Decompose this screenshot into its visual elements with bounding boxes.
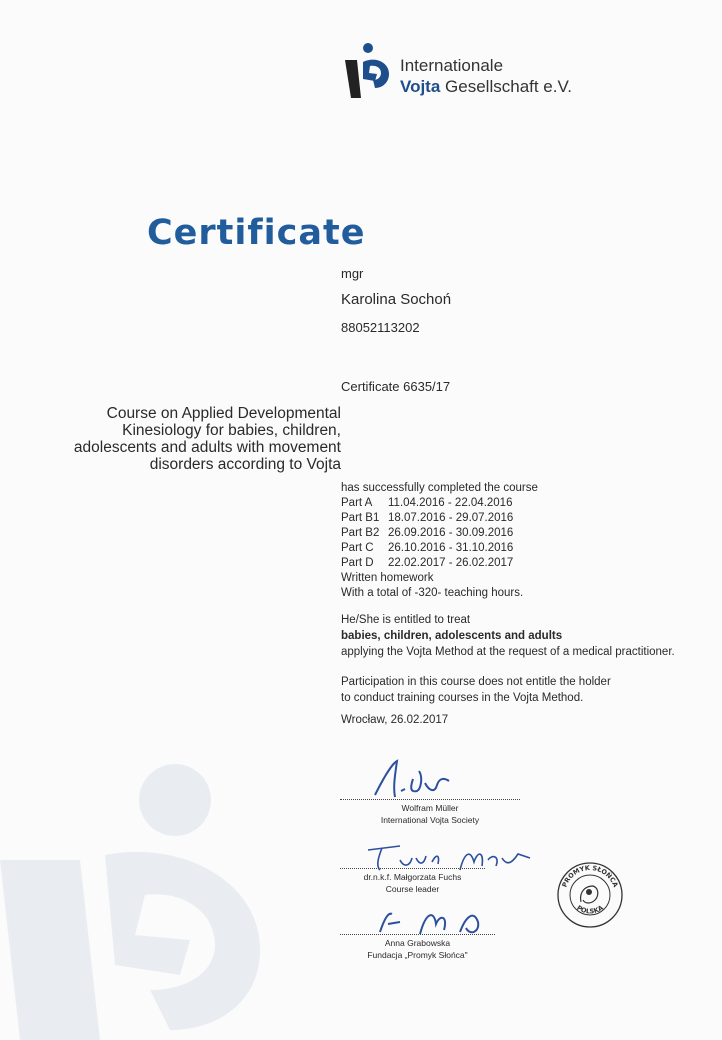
svg-text:PROMYK SŁOŃCA	[560, 864, 619, 889]
part-label: Part A	[341, 497, 373, 509]
signature-line	[340, 799, 520, 800]
signatory-role: International Vojta Society	[380, 815, 480, 825]
part-dates: 11.04.2016 - 22.04.2016	[388, 497, 513, 509]
patient-groups: babies, children, adolescents and adults	[341, 630, 563, 642]
course-line: disorders according to Vojta	[149, 456, 341, 473]
svg-text:POLSKA	[575, 904, 604, 916]
participation-line: Participation in this course does not entitle the holder	[341, 676, 611, 688]
stamp-bottom-text: POLSKA	[575, 903, 605, 916]
part-dates: 18.07.2016 - 29.07.2016	[388, 512, 514, 524]
method-text: applying the Vojta Method at the request of a medical practitioner.	[341, 646, 675, 658]
signatory-role: Fundacja „Promyk Słońca"	[367, 950, 468, 960]
part-dates: 26.10.2016 - 31.10.2016	[388, 542, 514, 554]
promyk-slonca-stamp	[555, 860, 625, 930]
part-dates: 26.09.2016 - 30.09.2016	[388, 527, 514, 539]
total-hours: With a total of -320- teaching hours.	[341, 587, 524, 599]
signature-mueller	[365, 755, 495, 805]
signatory-3	[335, 937, 500, 961]
course-parts	[341, 496, 523, 601]
certificate-title: Certificate	[147, 213, 366, 253]
signatory-name: Anna Grabowska	[384, 938, 451, 948]
certificate-number: Certificate 6635/17	[341, 379, 451, 394]
signature-line	[340, 934, 495, 935]
entitled-text: He/She is entitled to treat	[341, 614, 471, 626]
part-row	[341, 526, 523, 541]
course-line: Course on Applied Developmental	[106, 405, 341, 422]
organization-name	[400, 55, 572, 97]
homework-text: Written homework	[341, 572, 434, 584]
place-date: Wrocław, 26.02.2017	[341, 714, 449, 726]
participation-note	[341, 674, 611, 706]
course-title	[21, 405, 341, 473]
part-dates: 22.02.2017 - 26.02.2017	[388, 557, 514, 569]
signatory-name: Wolfram Müller	[401, 803, 459, 813]
id-number: 88052113202	[341, 320, 420, 335]
org-line-2-rest: Gesellschaft e.V.	[445, 77, 572, 96]
vojta-logo-icon	[343, 42, 395, 104]
watermark-logo	[0, 760, 290, 1040]
recipient-name: Karolina Sochoń	[341, 291, 452, 308]
part-row	[341, 496, 523, 511]
degree: mgr	[341, 266, 364, 281]
entitlement-block	[341, 612, 675, 660]
part-row	[341, 511, 523, 526]
signatory-role: Course leader	[385, 884, 440, 894]
part-row	[341, 541, 523, 556]
course-line: Kinesiology for babies, children,	[122, 422, 341, 439]
part-row	[341, 556, 523, 571]
course-line: adolescents and adults with movement	[73, 439, 341, 456]
signatory-name: dr.n.k.f. Małgorzata Fuchs	[363, 872, 462, 882]
part-label: Part C	[341, 542, 374, 554]
org-line-2-bold: Vojta	[400, 77, 441, 96]
completed-text: has successfully completed the course	[341, 482, 538, 494]
signature-grabowska	[370, 902, 510, 942]
part-label: Part B1	[341, 512, 380, 524]
signatory-1	[340, 802, 520, 826]
org-line-1: Internationale	[400, 56, 504, 75]
org-line-2	[400, 76, 572, 97]
signature-line	[340, 868, 485, 869]
part-label: Part D	[341, 557, 374, 569]
stamp-top-text: PROMYK SŁOŃCA	[560, 863, 620, 889]
signatory-2	[330, 871, 495, 895]
part-label: Part B2	[341, 527, 380, 539]
participation-line: to conduct training courses in the Vojta Method.	[341, 692, 584, 704]
